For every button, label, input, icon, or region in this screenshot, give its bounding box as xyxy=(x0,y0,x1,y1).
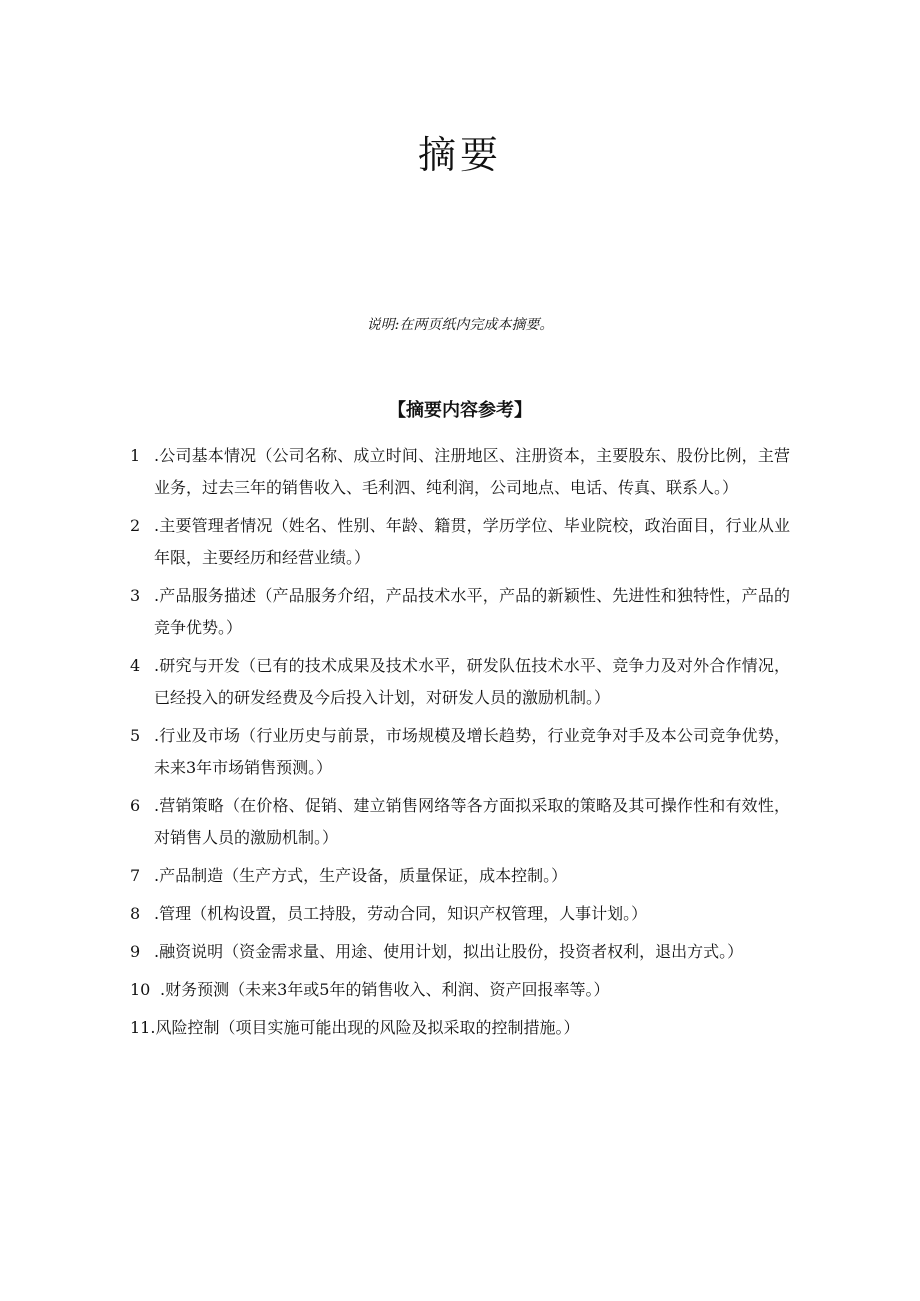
item-number: 10 xyxy=(130,980,151,999)
list-item xyxy=(130,650,790,714)
item-text: .行业及市场（行业历史与前景，市场规模及增长趋势，行业竞争对手及本公司竞争优势，未来3年市场销售预测。） xyxy=(154,726,790,777)
item-number: 1 xyxy=(130,446,141,465)
summary-reference-list xyxy=(130,440,790,1050)
item-number: 5 xyxy=(130,726,141,745)
item-text: .产品制造（生产方式，生产设备，质量保证，成本控制。） xyxy=(154,866,568,885)
item-text: .财务预测（未来3年或5年的销售收入、利润、资产回报率等。） xyxy=(160,980,610,999)
item-number: 8 xyxy=(130,904,141,923)
item-number: 7 xyxy=(130,866,141,885)
instruction-note: 说明:在两页纸内完成本摘要。 xyxy=(366,317,554,333)
item-text: .营销策略（在价格、促销、建立销售网络等各方面拟采取的策略及其可操作性和有效性，对销售人员的激励机制。） xyxy=(154,796,790,847)
item-text: .主要管理者情况（姓名、性别、年龄、籍贯，学历学位、毕业院校，政治面目，行业从业年限，主要经历和经营业绩。） xyxy=(154,516,790,567)
item-text: .公司基本情况（公司名称、成立时间、注册地区、注册资本，主要股东、股份比例，主营业务，过去三年的销售收入、毛利泗、纯利润，公司地点、电话、传真、联系人。） xyxy=(154,446,790,497)
page-title: 摘要 xyxy=(417,133,502,177)
item-text: 风险控制（项目实施可能出现的风险及拟采取的控制措施。） xyxy=(155,1018,580,1037)
item-number: 3 xyxy=(130,586,141,605)
list-item xyxy=(130,898,790,930)
list-item xyxy=(130,936,790,968)
item-text: .产品服务描述（产品服务介绍，产品技术水平，产品的新颖性、先进性和独特性，产品的竞争优势。） xyxy=(154,586,790,637)
list-item xyxy=(130,510,790,574)
list-item xyxy=(130,974,790,1006)
item-text: .研究与开发（已有的技术成果及技术水平，研发队伍技术水平、竞争力及对外合作情况，已经投入的研发经费及今后投入计划，对研发人员的激励机制。） xyxy=(154,656,790,707)
item-text: .管理（机构设置，员工持股，劳动合同，知识产权管理，人事计划。） xyxy=(154,904,648,923)
item-number: 6 xyxy=(130,796,141,815)
section-heading: 【摘要内容参考】 xyxy=(388,400,532,421)
item-text: .融资说明（资金需求量、用途、使用计划，拟出让股份，投资者权利，退出方式。） xyxy=(154,942,744,961)
list-item xyxy=(130,790,790,854)
list-item xyxy=(130,1012,790,1044)
list-item xyxy=(130,720,790,784)
item-number: 2 xyxy=(130,516,141,535)
list-item xyxy=(130,580,790,644)
item-number: 9 xyxy=(130,942,141,961)
list-item xyxy=(130,860,790,892)
list-item xyxy=(130,440,790,504)
item-number: 11. xyxy=(130,1018,156,1037)
item-number: 4 xyxy=(130,656,141,675)
